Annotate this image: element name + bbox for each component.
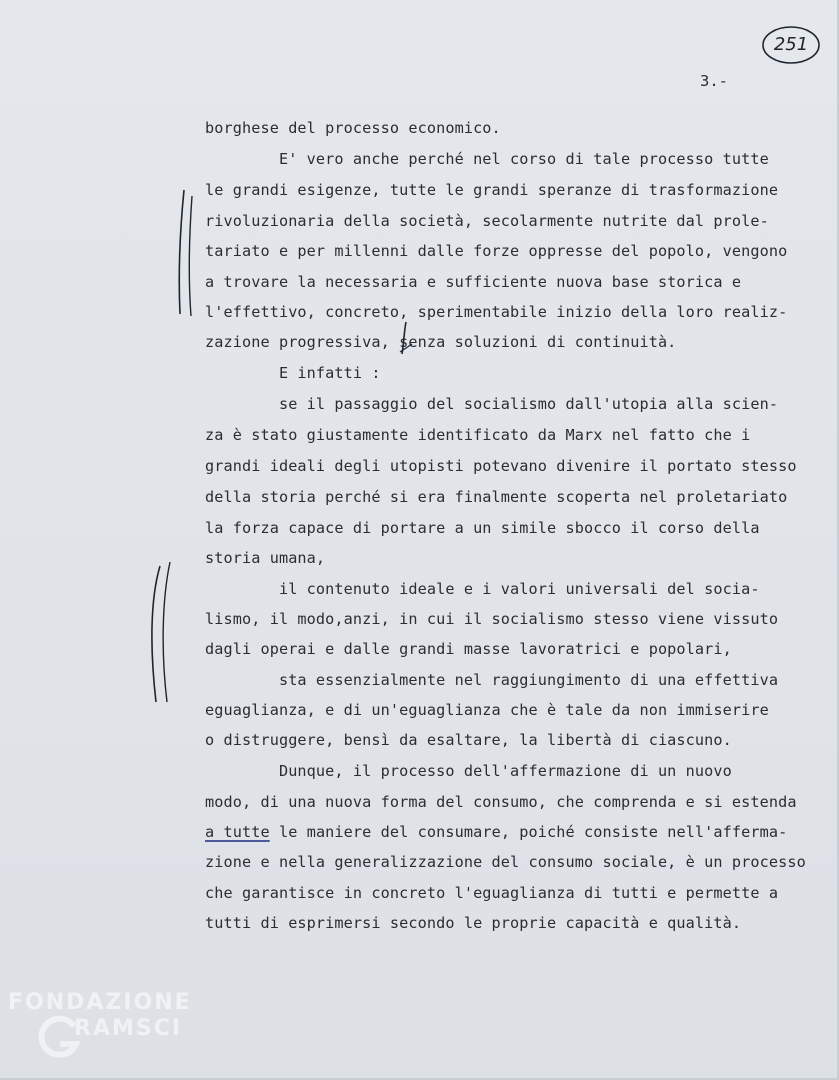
text-line: che garantisce in concreto l'eguaglianza di tutti e permette a	[205, 884, 779, 902]
text-line: E infatti :	[205, 364, 381, 382]
page-number: 3.-	[700, 72, 728, 90]
margin-bracket-1b	[189, 196, 192, 316]
text-line: rivoluzionaria della società, secolarmente nutrite dal prole-	[205, 212, 769, 230]
watermark-line-1: FONDAZIONE	[8, 990, 192, 1015]
text-line: lismo, il modo,anzi, in cui il socialismo stesso viene vissuto	[205, 610, 779, 628]
text-line: della storia perché si era finalmente scoperta nel proletariato	[205, 488, 788, 506]
text-line: za è stato giustamente identificato da Marx nel fatto che i	[205, 426, 751, 444]
text-line: grandi ideali degli utopisti potevano divenire il portato stesso	[205, 457, 797, 475]
text-line: se il passaggio del socialismo dall'utopia alla scien-	[205, 395, 779, 413]
text-line: a trovare la necessaria e sufficiente nuova base storica e	[205, 273, 742, 291]
margin-bracket-1	[179, 190, 184, 314]
margin-bracket-2	[152, 566, 160, 702]
text-line: Dunque, il processo dell'affermazione di un nuovo	[205, 762, 732, 780]
text-line: storia umana,	[205, 549, 326, 567]
text-line: l'effettivo, concreto, sperimentabile inizio della loro realiz-	[205, 303, 788, 321]
text-line: modo, di una nuova forma del consumo, che comprenda e si estenda	[205, 793, 797, 811]
text-line: zione e nella generalizzazione del consumo sociale, è un processo	[205, 853, 806, 871]
underlined-phrase: a tutte	[205, 823, 270, 841]
insertion-tick	[400, 344, 412, 352]
archive-number: 251	[773, 34, 809, 55]
text-line: eguaglianza, e di un'eguaglianza che è tale da non immiserire	[205, 701, 769, 719]
text-line: borghese del processo economico.	[205, 119, 501, 137]
text-line: le grandi esigenze, tutte le grandi speranze di trasformazione	[205, 181, 779, 199]
text-line-rest: le maniere del consumare, poiché consiste nell'afferma-	[278, 823, 788, 841]
archive-watermark	[8, 990, 208, 1070]
text-line: zazione progressiva, senza soluzioni di continuità.	[205, 333, 677, 351]
text-line: sta essenzialmente nel raggiungimento di una effettiva	[205, 671, 779, 689]
text-line: la forza capace di portare a un simile sbocco il corso della	[205, 519, 760, 537]
text-line: o distruggere, bensì da esaltare, la libertà di ciascuno.	[205, 731, 732, 749]
text-line: tariato e per millenni dalle forze oppresse del popolo, vengono	[205, 242, 788, 260]
margin-bracket-2b	[163, 562, 170, 702]
text-line: il contenuto ideale e i valori universali del socia-	[205, 580, 760, 598]
text-line: tutti di esprimersi secondo le proprie capacità e qualità.	[205, 914, 742, 932]
text-line: dagli operai e dalle grandi masse lavoratrici e popolari,	[205, 640, 732, 658]
text-line: E' vero anche perché nel corso di tale processo tutte	[205, 150, 769, 168]
watermark-line-2: RAMSCI	[74, 1016, 183, 1041]
